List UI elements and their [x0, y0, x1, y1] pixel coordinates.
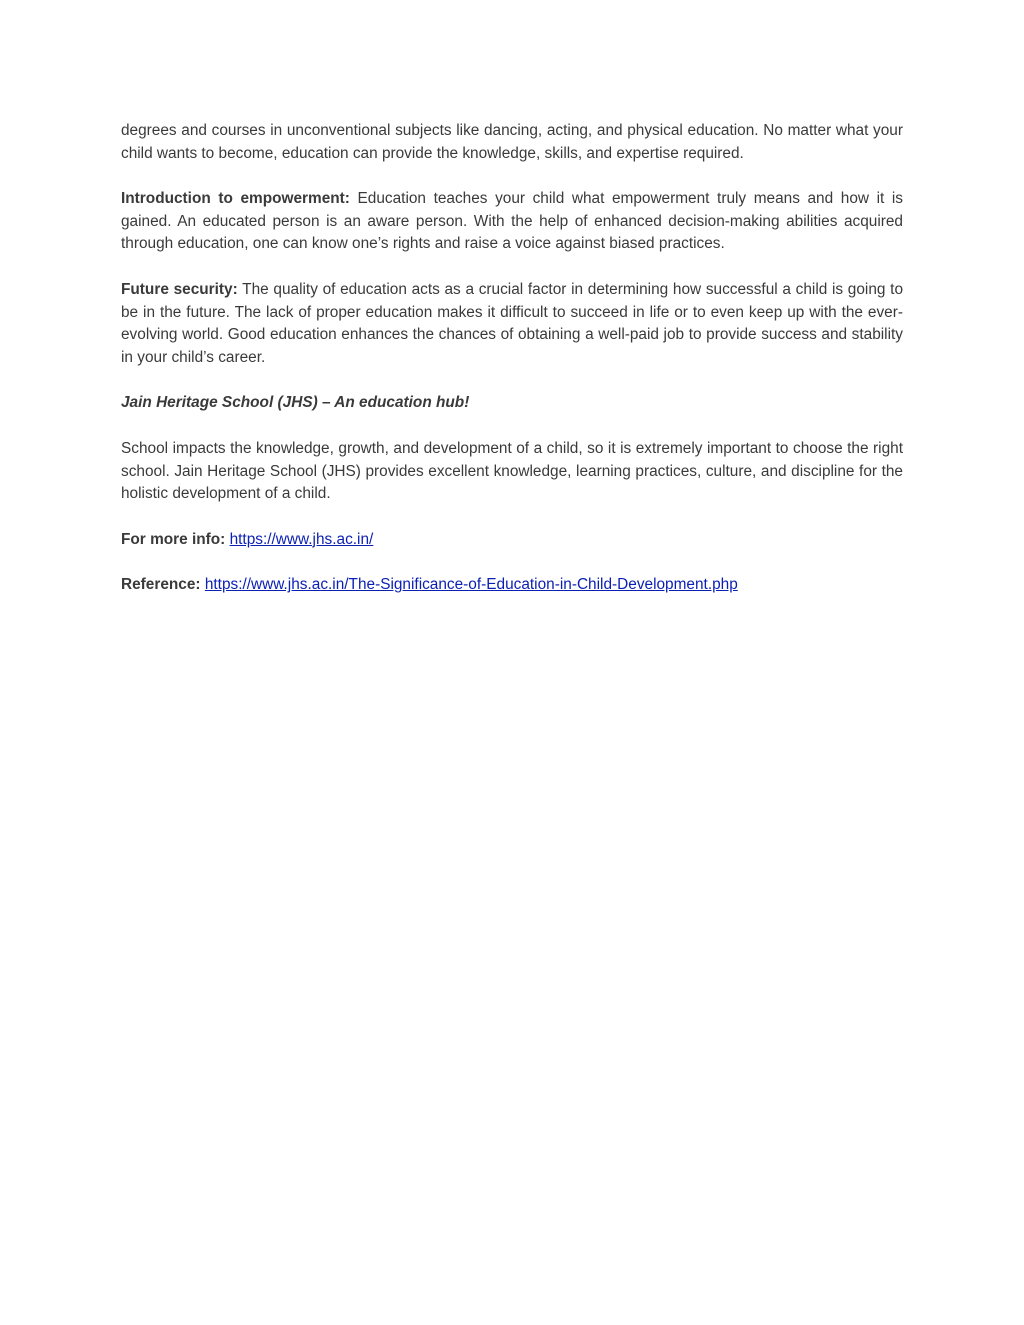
intro-continuation-text: degrees and courses in unconventional subjects like dancing, acting, and physical education. No matter what your child wants to become, education can provide the knowledge, skills, and expertise required. — [121, 122, 903, 162]
school-paragraph — [121, 438, 903, 506]
future-security-text: The quality of education acts as a crucial factor in determining how successful a child is going to be in the future. The lack of proper education makes it difficult to succeed in life or to even keep up with the ever-evolving world. Good education enhances the chances of obtaining a well-paid job to provide success and stability in your child’s career. — [121, 280, 904, 366]
intro-continuation-paragraph — [121, 120, 903, 165]
empowerment-text: Education teaches your child what empowerment truly means and how it is gained. An educated person is an aware person. With the help of enhanced decision-making abilities acquired through education, one can know one’s rights and raise a voice against biased practices. — [121, 190, 903, 253]
more-info-link[interactable]: https://www.jhs.ac.in/ — [229, 530, 374, 548]
empowerment-heading: Introduction to empowerment: — [121, 190, 350, 208]
reference-label: Reference: — [121, 576, 201, 594]
school-paragraph-text: School impacts the knowledge, growth, and development of a child, so it is extremely important to choose the right school. Jain Heritage School (JHS) provides excellent knowledge, learning practices, culture, and discipline for the holistic development of a child. — [121, 439, 903, 503]
document-page — [121, 120, 903, 620]
section-heading-paragraph — [121, 392, 903, 415]
future-security-heading: Future security: — [121, 280, 238, 298]
more-info-line — [121, 529, 903, 552]
more-info-label: For more info: — [121, 530, 226, 548]
section-heading: Jain Heritage School (JHS) – An education hub! — [121, 394, 470, 412]
empowerment-paragraph — [121, 188, 903, 256]
reference-line — [121, 574, 903, 597]
reference-link[interactable]: https://www.jhs.ac.in/The-Significance-of-Education-in-Child-Development.php — [204, 576, 738, 594]
future-security-paragraph — [121, 279, 903, 369]
